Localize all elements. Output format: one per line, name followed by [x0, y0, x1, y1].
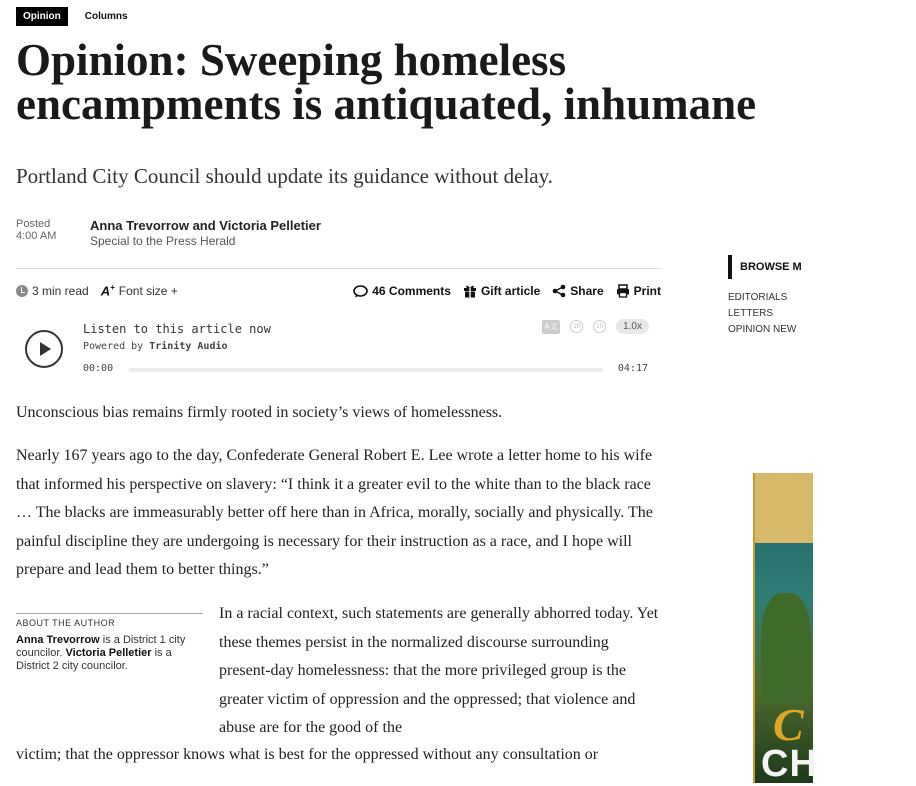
gift-label: Gift article: [480, 284, 541, 298]
article-paragraph-3: In a racial context, such statements are generally abhorred today. Yet these themes persist in the normalized discourse surrounding present-day homelessness: that the more privileged group is the greater victim of oppression and the oppressed; that violence and abuse are for the good of the: [219, 605, 659, 736]
gift-icon: [463, 284, 477, 298]
posted-time: [16, 218, 90, 248]
author-name-2: Victoria Pelletier: [65, 647, 152, 659]
author-affiliation: Special to the Press Herald: [90, 234, 236, 248]
play-button[interactable]: [25, 330, 63, 368]
comments-label: 46 Comments: [372, 284, 451, 298]
byline-authors: [90, 218, 321, 248]
tag-opinion[interactable]: Opinion: [16, 7, 68, 26]
font-size-icon: A+: [100, 283, 115, 299]
author-name-1: Anna Trevorrow: [16, 634, 100, 646]
headline-line-2: encampments is antiquated, inhumane: [16, 79, 757, 129]
share-icon: [552, 284, 566, 298]
sidebar-links: [728, 290, 796, 338]
posted-label: Posted: [16, 218, 51, 230]
tag-columns[interactable]: Columns: [84, 11, 128, 22]
author-desc-1: is a District 1 city councilor.: [16, 634, 186, 659]
section-tags: [16, 7, 137, 26]
playback-speed-button[interactable]: 1.0x: [616, 319, 649, 334]
audio-time-total: 04:17: [617, 363, 648, 374]
sidebar-link-letters[interactable]: LETTERS: [728, 308, 774, 319]
skip-back-icon[interactable]: 10: [570, 320, 583, 333]
ad-letters: CH: [761, 743, 818, 785]
skip-forward-icon[interactable]: 15: [593, 320, 606, 333]
audio-player: [16, 316, 661, 378]
powered-by-brand[interactable]: Trinity Audio: [149, 341, 228, 352]
sidebar-browse-heading: BROWSE M: [728, 255, 828, 279]
article-dek: Portland City Council should update its guidance without delay.: [16, 164, 553, 188]
ad-letter: C: [773, 699, 804, 750]
sidebar-link-editorials[interactable]: EDITORIALS: [728, 292, 788, 303]
audio-powered-by: [83, 341, 228, 352]
headline: [16, 35, 916, 129]
article-paragraph-1: Unconscious bias remains firmly rooted in society’s views of homelessness.: [16, 404, 503, 421]
powered-by-label: Powered by: [83, 341, 144, 352]
about-author-box: [16, 613, 203, 673]
divider: [16, 268, 661, 269]
read-time: [16, 284, 89, 298]
clock-icon: [16, 285, 28, 297]
comment-icon: [353, 285, 368, 298]
translate-icon[interactable]: A文: [542, 320, 560, 334]
font-size-button[interactable]: [101, 283, 178, 298]
print-icon: [616, 284, 630, 298]
font-size-label: Font size +: [118, 283, 178, 298]
gift-article-button[interactable]: [463, 284, 540, 298]
advertisement[interactable]: [753, 473, 818, 785]
audio-time-current: 00:00: [83, 363, 114, 374]
author-names[interactable]: Anna Trevorrow and Victoria Pelletier: [90, 218, 321, 233]
audio-progress-bar[interactable]: [129, 368, 603, 372]
byline: [16, 218, 321, 248]
article-toolbar: [16, 282, 661, 300]
share-label: Share: [570, 284, 604, 298]
sidebar-link-opinion-news[interactable]: OPINION NEW: [728, 324, 797, 335]
ad-tree-graphic: [761, 593, 811, 703]
article-paragraph-3-continued: victim; that the oppressor knows what is best for the oppressed without any consultation or: [16, 746, 599, 763]
print-label: Print: [633, 284, 661, 298]
print-button[interactable]: [616, 284, 661, 298]
author-desc-2: is a District 2 city councilor.: [16, 647, 172, 672]
headline-line-1: Opinion: Sweeping homeless: [16, 35, 567, 85]
comments-button[interactable]: [353, 284, 451, 298]
about-author-label: ABOUT THE AUTHOR: [16, 618, 116, 628]
audio-title: Listen to this article now: [83, 322, 271, 336]
share-button[interactable]: [552, 284, 603, 298]
ad-background: [755, 473, 813, 543]
article-paragraph-2: Nearly 167 years ago to the day, Confederate General Robert E. Lee wrote a letter home to his wife that informed his perspective on slavery: “I think it a greater evil to the white than to the black race … The blacks are immeasurably better off here than in Africa, morally, socially and physically. The painful discipline they are undergoing is necessary for their instruction as a race, and I hope will prepare and lead them to better things.”: [16, 447, 653, 578]
audio-controls: [542, 319, 649, 334]
posted-time-value: 4:00 AM: [16, 230, 57, 242]
play-icon: [40, 342, 51, 356]
about-author-text: [16, 634, 203, 673]
read-time-label: 3 min read: [32, 283, 89, 298]
